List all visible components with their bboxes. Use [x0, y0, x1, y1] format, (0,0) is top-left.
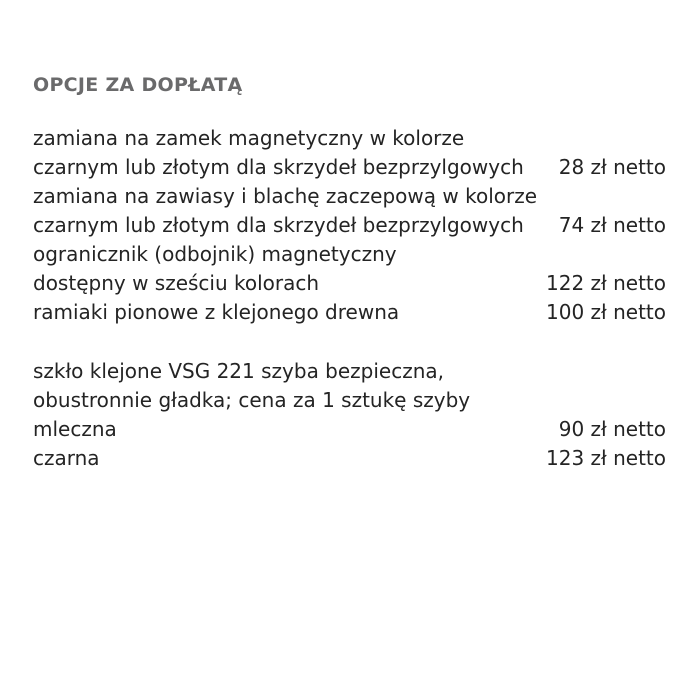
price-list-section-main — [33, 124, 666, 327]
item-label-line: ramiaki pionowe z klejonego drewna — [33, 300, 400, 324]
price-list-section-glass — [33, 357, 666, 473]
item-label — [33, 357, 470, 415]
item-label-line: czarna — [33, 446, 100, 470]
item-label-line: ogranicznik (odbojnik) magnetyczny — [33, 242, 397, 266]
price-list-item — [33, 124, 666, 182]
item-label — [33, 444, 100, 473]
page-title: OPCJE ZA DOPŁATĄ — [33, 74, 243, 96]
item-price: 123 zł netto — [546, 446, 666, 470]
item-label — [33, 298, 399, 327]
item-label — [33, 415, 117, 444]
item-label-line: zamiana na zawiasy i blachę zaczepową w kolorze — [33, 184, 538, 208]
item-price: 122 zł netto — [546, 271, 666, 295]
item-label-line: czarnym lub złotym dla skrzydeł bezprzylgowych — [33, 213, 524, 237]
price-list-item — [33, 357, 666, 415]
item-label — [33, 124, 524, 182]
item-label-line: czarnym lub złotym dla skrzydeł bezprzylgowych — [33, 155, 524, 179]
item-price: 74 zł netto — [558, 213, 666, 237]
item-price: 28 zł netto — [558, 155, 666, 179]
price-list-item — [33, 415, 666, 444]
item-label-line: zamiana na zamek magnetyczny w kolorze — [33, 126, 465, 150]
item-label — [33, 240, 397, 298]
item-label-line: obustronnie gładka; cena za 1 sztukę szyby — [33, 388, 471, 412]
item-price: 100 zł netto — [546, 300, 666, 324]
price-list-item — [33, 240, 666, 298]
item-price: 90 zł netto — [558, 417, 666, 441]
item-label — [33, 182, 537, 240]
price-list-item — [33, 298, 666, 327]
item-label-line: szkło klejone VSG 221 szyba bezpieczna, — [33, 359, 445, 383]
item-label-line: mleczna — [33, 417, 117, 441]
item-label-line: dostępny w sześciu kolorach — [33, 271, 320, 295]
price-list-item — [33, 182, 666, 240]
price-list-sheet — [33, 72, 666, 473]
price-list-item — [33, 444, 666, 473]
